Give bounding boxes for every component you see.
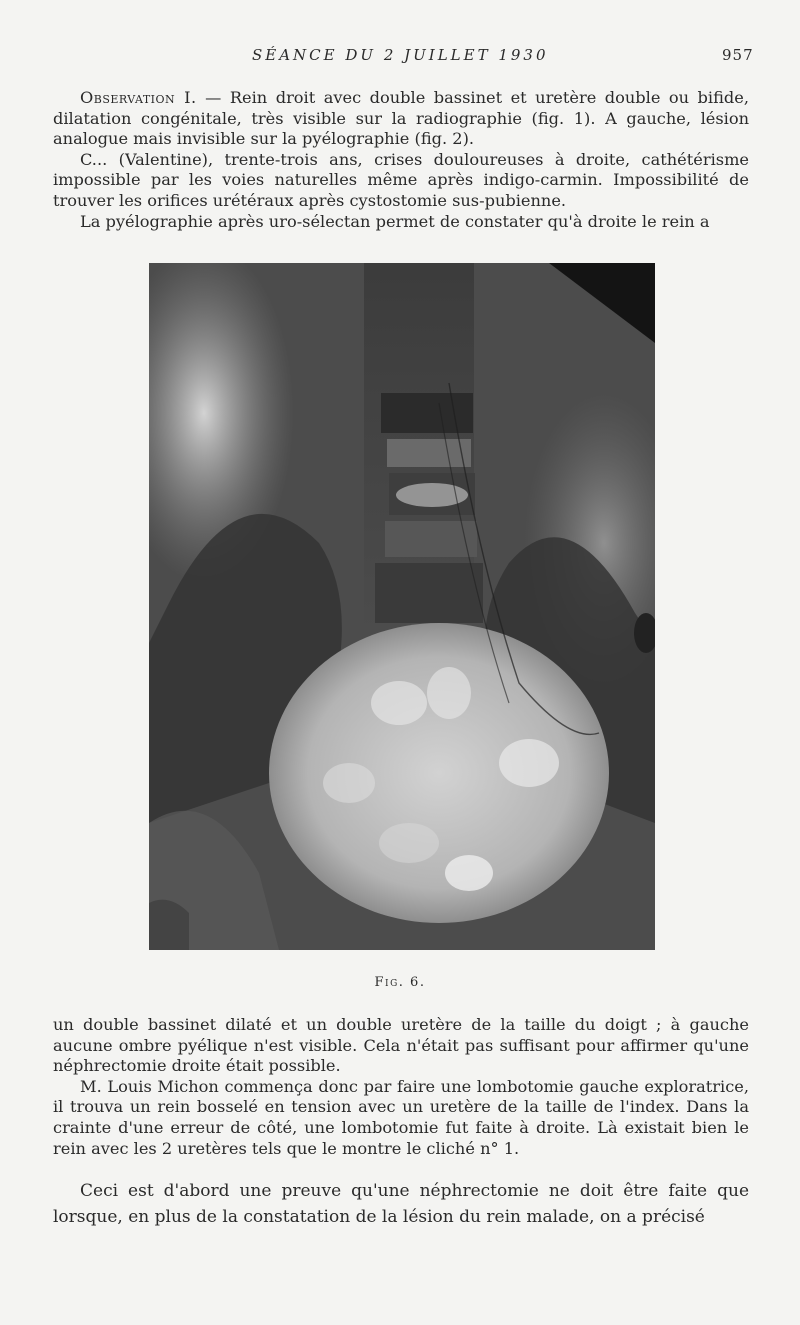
figure-caption xyxy=(0,975,800,990)
running-head-title: SÉANCE DU 2 JUILLET 1930 xyxy=(252,46,549,64)
paragraph-conclusion: Ceci est d'abord une preuve qu'une néphrectomie ne doit être faite que lorsque, en plus de la constatation de la lésion du rein malade, on a précisé xyxy=(53,1181,749,1227)
paragraph-observation xyxy=(53,88,749,150)
observation-text: — Rein droit avec double bassinet et uretère double ou bifide, dilatation congénitale, très visible sur la radiographie (fig. 1). A gauche, lésion analogue mais invisible sur la pyélographie (fig. 2). xyxy=(53,88,749,149)
radiograph-image xyxy=(149,263,655,950)
observation-label: Observation I. xyxy=(80,88,197,107)
paragraph-double-bassinet: un double bassinet dilaté et un double uretère de la taille du doigt ; à gauche aucune ombre pyélique n'est visible. Cela n'était pas suffisant pour affirmer qu'une néphrectomie droite était possible. xyxy=(53,1015,749,1076)
page-number: 957 xyxy=(722,46,754,64)
paragraph-pyelography: La pyélographie après uro-sélectan permet de constater qu'à droite le rein a xyxy=(80,211,710,231)
top-text-block xyxy=(53,88,749,232)
running-head xyxy=(0,46,800,66)
paragraph-michon: M. Louis Michon commença donc par faire une lombotomie gauche exploratrice, il trouva un rein bosselé en tension avec un uretère de la taille de l'index. Dans la crainte d'une erreur de côté, une lombotomie fut faite à droite. Là existait bien le rein avec les 2 uretères tels que le montre le cliché n° 1. xyxy=(53,1076,749,1158)
bottom-text-block xyxy=(53,1015,749,1159)
paragraph-patient: C... (Valentine), trente-trois ans, crises douloureuses à droite, cathétérisme impossible par les voies naturelles même après indigo-carmin. Impossibilité de trouver les orifices urétéraux après cystostomie sus-pubienne. xyxy=(53,149,749,210)
figure-caption-text: Fig. 6. xyxy=(374,975,426,990)
radiograph-figure xyxy=(149,263,655,950)
final-text-block xyxy=(53,1178,749,1230)
